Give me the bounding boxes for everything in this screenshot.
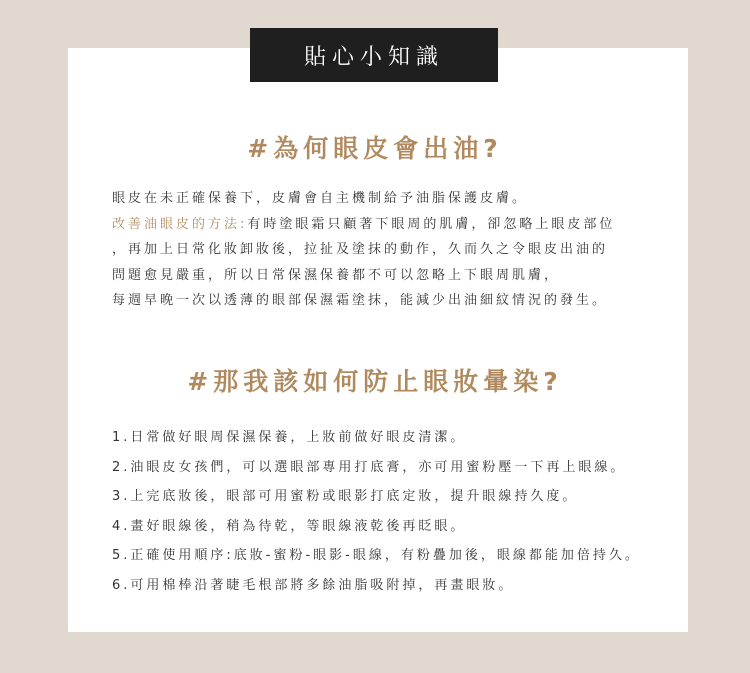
paragraph-line: 每週早晚一次以透薄的眼部保濕霜塗抹，能減少出油細紋情況的發生。 bbox=[112, 293, 609, 308]
section-heading-oily-eyelids: #為何眼皮會出油? bbox=[247, 134, 503, 163]
method-label: 改善油眼皮的方法: bbox=[112, 216, 248, 232]
list-item: 1.日常做好眼周保濕保養，上妝前做好眼皮清潔。 bbox=[112, 430, 467, 445]
paragraph-line: 問題愈見嚴重，所以日常保濕保養都不可以忽略上下眼周肌膚， bbox=[112, 267, 561, 283]
banner-title: 貼心小知識 bbox=[303, 44, 444, 70]
oily-eyelids-paragraph bbox=[112, 186, 652, 314]
list-item: 3.上完底妝後，眼部可用蜜粉或眼影打底定妝，提升眼線持久度。 bbox=[112, 489, 579, 505]
list-item: 2.油眼皮女孩們，可以選眼部專用打底膏，亦可用蜜粉壓一下再上眼線。 bbox=[112, 459, 627, 475]
paragraph-line: ，再加上日常化妝卸妝後，拉扯及塗抹的動作，久而久之令眼皮出油的 bbox=[112, 242, 609, 257]
paragraph-line bbox=[112, 212, 652, 238]
paragraph-line: 眼皮在未正確保養下，皮膚會自主機制給予油脂保護皮膚。 bbox=[112, 191, 529, 206]
section-heading-prevent-smudge: #那我該如何防止眼妝暈染? bbox=[187, 367, 563, 396]
prevention-tips-list bbox=[112, 423, 682, 601]
list-item: 6.可用棉棒沿著睫毛根部將多餘油脂吸附掉，再畫眼妝。 bbox=[112, 577, 515, 593]
tips-banner bbox=[250, 28, 498, 82]
list-item: 4.畫好眼線後，稍為待乾，等眼線液乾後再眨眼。 bbox=[112, 518, 467, 534]
list-item: 5.正確使用順序:底妝-蜜粉-眼影-眼線，有粉疊加後，眼線都能加倍持久。 bbox=[112, 548, 641, 564]
method-text: 有時塗眼霜只顧著下眼周的肌膚，卻忽略上眼皮部位 bbox=[247, 216, 616, 232]
